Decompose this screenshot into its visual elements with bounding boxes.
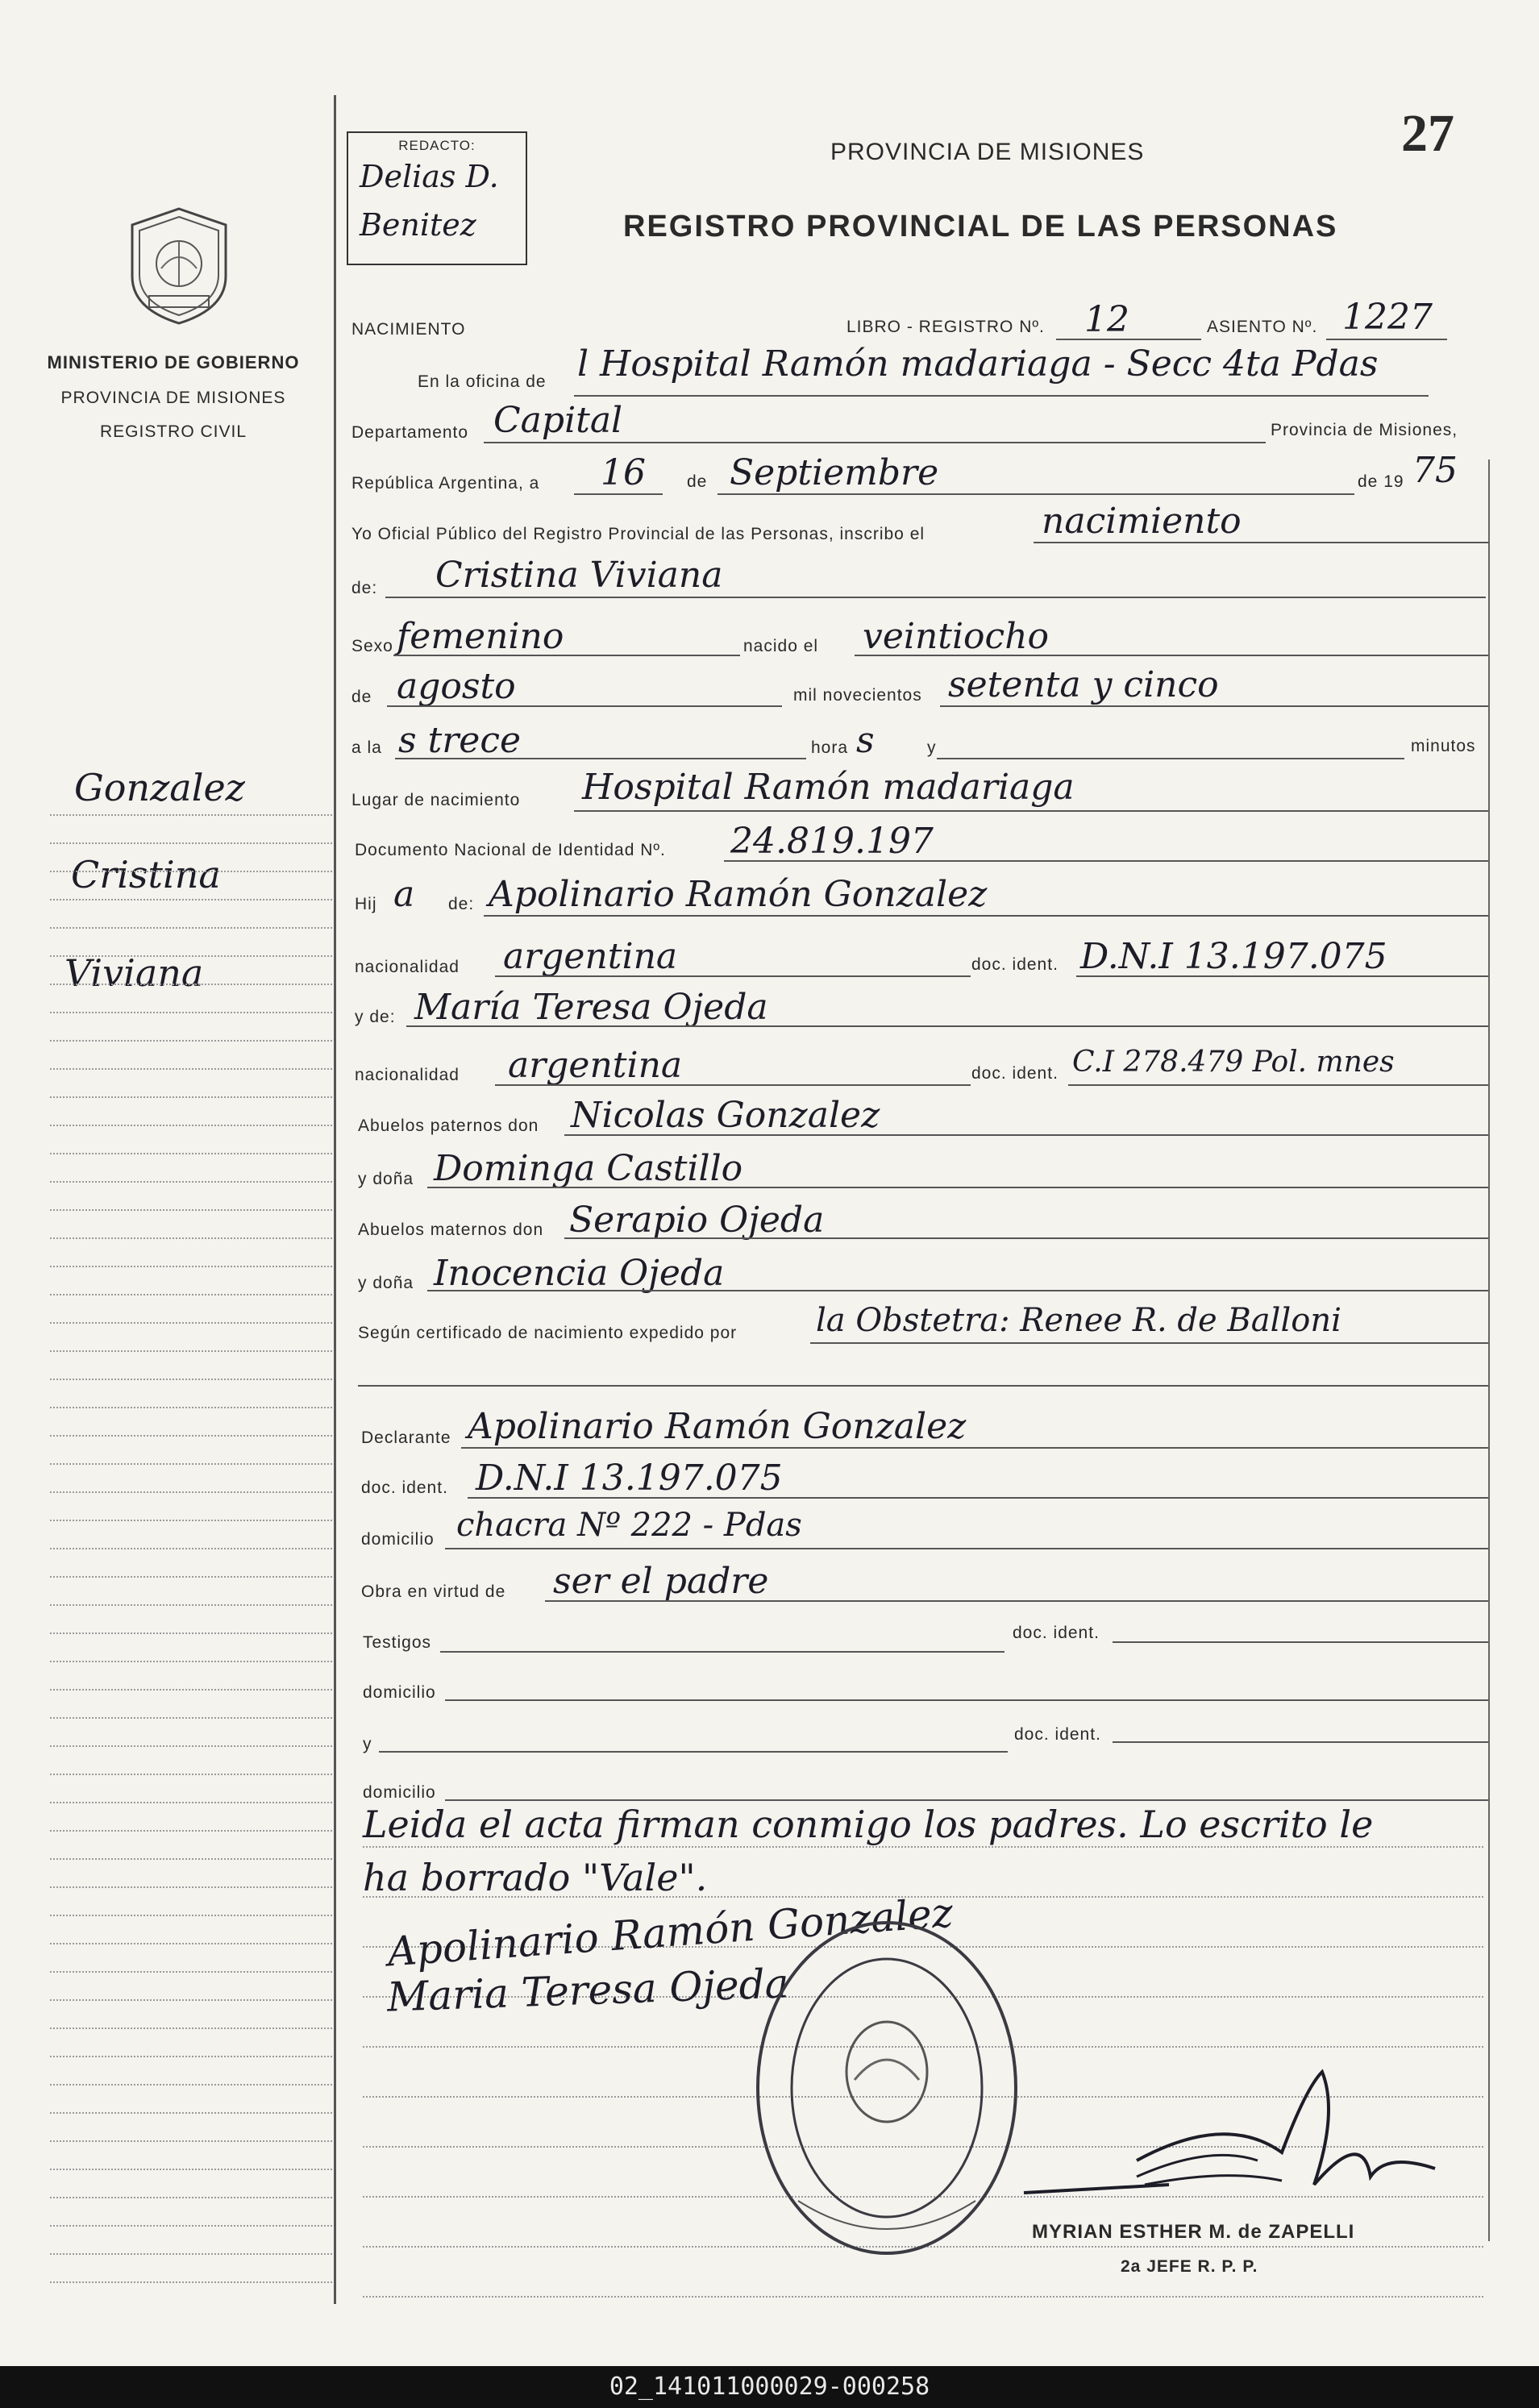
abuelos-maternos-dona-value: Inocencia Ojeda <box>434 1253 725 1294</box>
margin-rule <box>50 2225 332 2227</box>
domicilio-line <box>445 1548 1488 1549</box>
document-code: 02_141011000029-000258 <box>0 2366 1539 2408</box>
margin-rule <box>50 871 332 872</box>
margin-rule <box>50 1802 332 1803</box>
redacto-handwriting-2: Benitez <box>360 207 476 243</box>
certificado-value: la Obstetra: Renee R. de Balloni <box>816 1302 1341 1339</box>
signature-father: Apolinario Ramón Gonzalez <box>385 1889 955 1976</box>
doc-ident-2-value: C.I 278.479 Pol. mnes <box>1072 1046 1395 1079</box>
redacto-handwriting-1: Delias D. <box>360 159 499 194</box>
de-persona-label: de: <box>351 579 378 597</box>
margin-rule <box>50 1858 332 1860</box>
declarante-doc-label: doc. ident. <box>361 1478 448 1497</box>
certificado-line <box>810 1342 1488 1344</box>
ministry-province: PROVINCIA DE MISIONES <box>60 389 286 407</box>
horas-label: hora <box>811 738 849 757</box>
departamento-label: Departamento <box>351 423 469 442</box>
nacionalidad-1-value: argentina <box>503 936 678 977</box>
asiento-value: 1227 <box>1342 297 1433 338</box>
declarante-doc-line <box>468 1497 1488 1499</box>
declarante-line <box>461 1447 1488 1449</box>
dni-label: Documento Nacional de Identidad Nº. <box>355 841 666 859</box>
testigo-2-doc-line <box>1113 1741 1488 1743</box>
margin-rule <box>50 899 332 900</box>
madre-value: María Teresa Ojeda <box>414 987 768 1028</box>
signature-mother: Maria Teresa Ojeda <box>386 1960 790 2021</box>
abuelos-paternos-dona-label: y doña <box>358 1170 414 1188</box>
doc-ident-2-label: doc. ident. <box>971 1064 1059 1083</box>
inscribo-value: nacimiento <box>1042 501 1242 542</box>
margin-rule <box>50 2281 332 2283</box>
right-border <box>1488 460 1490 2241</box>
departamento-value: Capital <box>493 400 623 441</box>
doc-ident-2-line <box>1068 1084 1488 1086</box>
mes-nacimiento-line <box>387 705 782 707</box>
certificado-label: Según certificado de nacimiento expedido por <box>358 1324 738 1342</box>
margin-rule <box>50 1012 332 1013</box>
testigos-domicilio-line <box>445 1699 1488 1701</box>
persona-line <box>385 597 1486 598</box>
nacionalidad-2-line <box>495 1084 971 1086</box>
domicilio-label: domicilio <box>361 1530 435 1549</box>
declarante-value: Apolinario Ramón Gonzalez <box>468 1406 967 1447</box>
abuelos-maternos-dona-line <box>427 1290 1488 1291</box>
margin-surname: Gonzalez <box>74 766 245 809</box>
margin-rule <box>50 2027 332 2029</box>
ministry-registry: REGISTRO CIVIL <box>99 422 247 441</box>
margin-rule <box>50 1661 332 1662</box>
dia-value: 16 <box>601 452 646 493</box>
nacido-label: nacido el <box>743 637 819 655</box>
redacto-box <box>347 131 527 265</box>
mil-novecientos-label: mil novecientos <box>793 686 922 705</box>
abuelos-maternos-label: Abuelos maternos don <box>358 1221 544 1239</box>
doc-ident-1-label: doc. ident. <box>971 955 1059 974</box>
minutos-line <box>937 758 1404 759</box>
libro-value: 12 <box>1084 299 1129 340</box>
minutos-label: minutos <box>1411 737 1476 755</box>
margin-rule <box>50 1407 332 1408</box>
margin-rule <box>50 1915 332 1916</box>
margin-rule <box>50 955 332 957</box>
y2-label: y <box>363 1735 372 1753</box>
margin-rule <box>50 1209 332 1211</box>
margin-rule <box>50 1266 332 1267</box>
inscribo-line <box>1034 542 1489 543</box>
margin-rule <box>50 1717 332 1719</box>
a-la-line <box>395 758 806 759</box>
hij-label: Hij <box>355 895 377 913</box>
margin-rule <box>50 1774 332 1775</box>
abuelos-maternos-dona-label: y doña <box>358 1274 414 1292</box>
closing-rule <box>363 1846 1483 1848</box>
ministry-title: MINISTERIO DE GOBIERNO <box>47 352 300 372</box>
margin-rule <box>50 927 332 929</box>
margin-rule <box>50 984 332 985</box>
mes-nacimiento-value: agosto <box>397 666 516 707</box>
sexo-value: femenino <box>397 616 564 657</box>
closing-rule <box>363 2296 1483 2298</box>
libro-label: LIBRO - REGISTRO Nº. <box>846 318 1045 336</box>
de-label: de <box>687 472 708 491</box>
province-seal-icon <box>125 206 234 326</box>
padre-value: Apolinario Ramón Gonzalez <box>489 874 988 915</box>
testigos-label: Testigos <box>363 1633 432 1652</box>
margin-rule <box>50 1886 332 1888</box>
oficina-value: l Hospital Ramón madariaga - Secc 4ta Pdas <box>577 343 1379 385</box>
margin-rule <box>50 1520 332 1521</box>
doc-ident-1-value: D.N.I 13.197.075 <box>1080 936 1387 977</box>
margin-rule <box>50 2056 332 2057</box>
a-la-value: s trece <box>398 720 522 761</box>
hij-de-label: de: <box>448 895 475 913</box>
year-label: de 19 <box>1358 472 1404 491</box>
sexo-label: Sexo <box>351 637 393 655</box>
abuelos-maternos-value: Serapio Ojeda <box>569 1200 825 1241</box>
republica-label: República Argentina, a <box>351 474 540 493</box>
margin-rule <box>50 1576 332 1578</box>
nacionalidad-2-label: nacionalidad <box>355 1066 460 1084</box>
abuelos-paternos-dona-line <box>427 1187 1488 1188</box>
margin-rule <box>50 2253 332 2255</box>
margin-rule <box>50 1096 332 1098</box>
margin-rule <box>50 1971 332 1973</box>
a-la-label: a la <box>351 738 382 757</box>
testigo-2-domicilio-label: domicilio <box>363 1783 436 1802</box>
nacimiento-label: NACIMIENTO <box>351 320 466 339</box>
margin-rule <box>50 1322 332 1324</box>
header-province: PROVINCIA DE MISIONES <box>830 139 1145 165</box>
nacido-line <box>855 655 1488 656</box>
nacionalidad-1-label: nacionalidad <box>355 958 460 976</box>
margin-rule <box>50 1491 332 1493</box>
official-title: 2a JEFE R. P. P. <box>1121 2257 1258 2276</box>
margin-rule <box>50 2112 332 2114</box>
margin-rule <box>50 1379 332 1380</box>
abuelos-paternos-line <box>564 1134 1488 1136</box>
margin-rule <box>50 1943 332 1944</box>
testigos-doc-line <box>1113 1641 1488 1643</box>
obra-label: Obra en virtud de <box>361 1582 506 1601</box>
lugar-label: Lugar de nacimiento <box>351 791 521 809</box>
margin-rule <box>50 1435 332 1437</box>
margin-rule <box>50 1068 332 1070</box>
margin-rule <box>50 1153 332 1154</box>
year-value: 75 <box>1412 450 1458 491</box>
padre-line <box>484 915 1488 917</box>
mil-novecientos-line <box>940 705 1488 707</box>
asiento-line <box>1326 339 1447 340</box>
margin-second-name: Viviana <box>64 951 204 995</box>
abuelos-paternos-value: Nicolas Gonzalez <box>571 1095 880 1136</box>
testigo-2-line <box>379 1751 1008 1753</box>
margin-rule <box>50 1999 332 2001</box>
abuelos-paternos-label: Abuelos paternos don <box>358 1117 539 1135</box>
official-name: MYRIAN ESTHER M. de ZAPELLI <box>1032 2221 1355 2243</box>
margin-rule <box>50 1350 332 1352</box>
testigos-doc-label: doc. ident. <box>1013 1624 1100 1642</box>
redacto-label: REDACTO: <box>398 138 476 153</box>
dni-line <box>724 860 1488 862</box>
asiento-label: ASIENTO Nº. <box>1207 318 1318 336</box>
margin-rule <box>50 2169 332 2170</box>
obra-line <box>545 1600 1488 1602</box>
margin-rule <box>50 1632 332 1634</box>
margin-rule <box>50 1040 332 1042</box>
hij-value: a <box>393 874 415 915</box>
margin-rule <box>50 1689 332 1691</box>
margin-rule <box>50 2197 332 2198</box>
oficina-label: En la oficina de <box>418 372 547 391</box>
yo-oficial-label: Yo Oficial Público del Registro Provincial de las Personas, inscribo el <box>351 525 925 543</box>
registry-stamp-icon <box>750 1911 1024 2265</box>
obra-value: ser el padre <box>553 1561 769 1602</box>
libro-line <box>1056 339 1201 340</box>
domicilio-value: chacra Nº 222 - Pdas <box>456 1507 802 1544</box>
testigo-2-doc-label: doc. ident. <box>1014 1725 1101 1744</box>
madre-line <box>406 1025 1488 1027</box>
lugar-value: Hospital Ramón madariaga <box>582 767 1075 808</box>
column-divider <box>334 95 336 2304</box>
mes-value: Septiembre <box>730 452 939 493</box>
margin-rule <box>50 814 332 816</box>
margin-rule <box>50 1548 332 1549</box>
y-de-label: y de: <box>355 1008 396 1026</box>
provincia-label: Provincia de Misiones, <box>1271 421 1458 439</box>
margin-rule <box>50 1745 332 1747</box>
abuelos-maternos-line <box>564 1237 1488 1239</box>
official-signature-icon <box>1016 2064 1451 2217</box>
oficina-line <box>574 395 1429 397</box>
header-registry: REGISTRO PROVINCIAL DE LAS PERSONAS <box>623 210 1338 243</box>
margin-rule <box>50 1181 332 1183</box>
dni-value: 24.819.197 <box>730 821 934 862</box>
margin-rule <box>50 1604 332 1606</box>
de-mes-label: de <box>351 688 372 706</box>
closing-line-2: ha borrado "Vale". <box>363 1856 708 1899</box>
testigos-line <box>440 1651 1005 1653</box>
abuelos-paternos-dona-value: Dominga Castillo <box>434 1148 743 1189</box>
sexo-line <box>393 655 740 656</box>
doc-ident-1-line <box>1076 975 1488 977</box>
margin-rule <box>50 1125 332 1126</box>
nacionalidad-1-line <box>495 975 971 977</box>
mes-line <box>718 493 1354 495</box>
testigos-domicilio-label: domicilio <box>363 1683 436 1702</box>
margin-rule <box>50 1463 332 1465</box>
nacionalidad-2-value: argentina <box>508 1045 683 1086</box>
margin-first-name: Cristina <box>71 853 221 896</box>
testigo-2-domicilio-line <box>445 1799 1488 1801</box>
departamento-line <box>484 442 1266 443</box>
mil-novecientos-value: setenta y cinco <box>948 664 1219 705</box>
closing-line-1: Leida el acta firman conmigo los padres. Lo escrito le <box>363 1803 1374 1846</box>
margin-rule <box>50 1294 332 1295</box>
margin-rule <box>50 2084 332 2086</box>
nacido-value: veintiocho <box>863 616 1050 657</box>
certificado-line-2 <box>358 1385 1488 1387</box>
y-label: y <box>927 738 937 757</box>
page-number: 27 <box>1401 104 1454 163</box>
dia-line <box>574 493 663 495</box>
margin-rule <box>50 842 332 844</box>
margin-rule <box>50 2140 332 2142</box>
declarante-label: Declarante <box>361 1429 451 1447</box>
lugar-line <box>574 810 1488 812</box>
margin-rule <box>50 1830 332 1832</box>
margin-rule <box>50 1237 332 1239</box>
horas-value: s <box>856 720 875 761</box>
declarante-doc-value: D.N.I 13.197.075 <box>476 1458 783 1499</box>
persona-value: Cristina Viviana <box>435 555 723 596</box>
